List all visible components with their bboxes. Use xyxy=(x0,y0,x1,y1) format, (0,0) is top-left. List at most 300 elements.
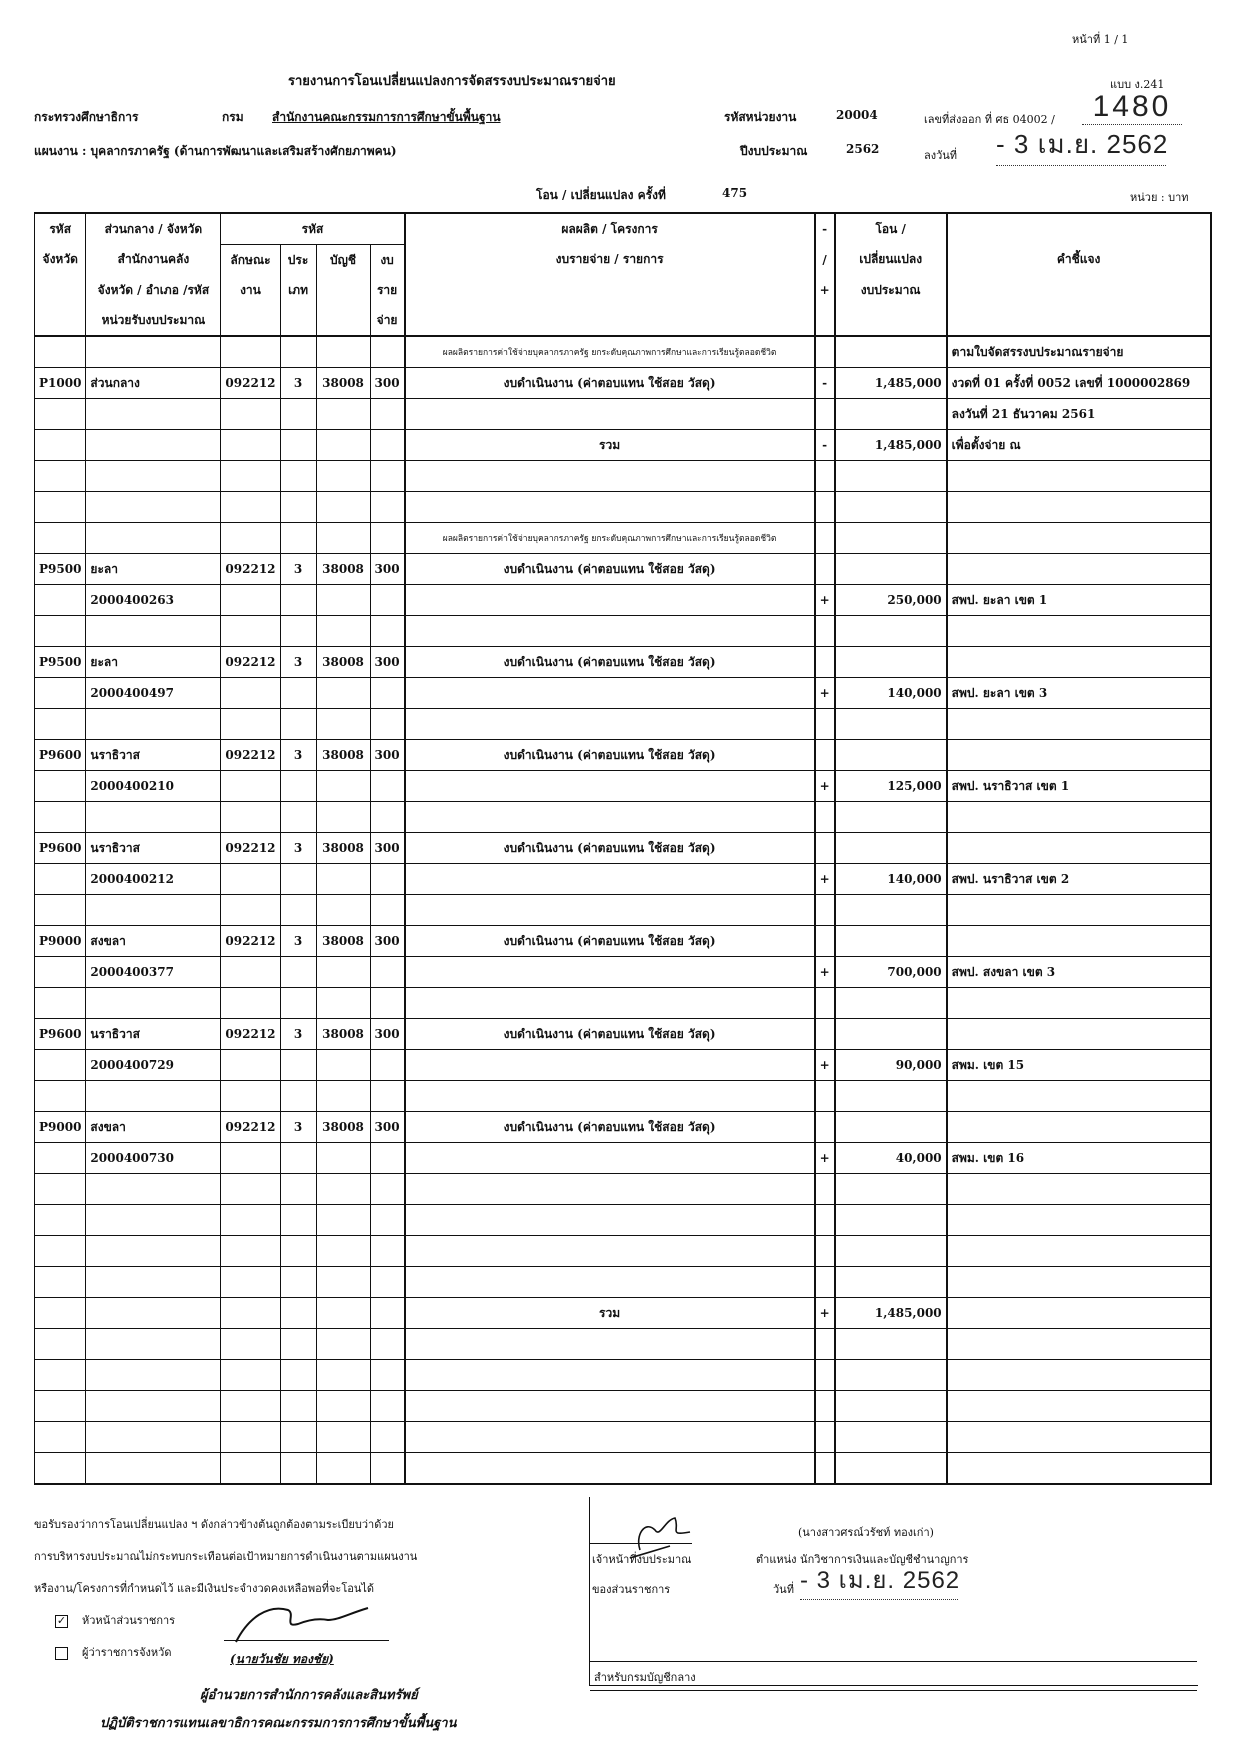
cell-explanation: งวดที่ 01 ครั้งที่ 0052 เลขที่ 1000002869 xyxy=(947,368,1211,399)
cell-work-type xyxy=(221,616,280,647)
cell-category: 3 xyxy=(280,740,316,771)
cell-account xyxy=(316,523,370,554)
cell-category: 3 xyxy=(280,554,316,585)
cell-account xyxy=(316,709,370,740)
cell-expense-budget xyxy=(370,1143,405,1174)
cell-category xyxy=(280,616,316,647)
form-code: แบบ ง.241 xyxy=(1110,78,1165,91)
table-row xyxy=(35,1112,1211,1143)
cell-account: 38008 xyxy=(316,1112,370,1143)
cell-unit: 2000400730 xyxy=(86,1143,221,1174)
cell-unit: นราธิวาส xyxy=(86,1019,221,1050)
checkbox-unchecked-icon[interactable] xyxy=(55,1647,68,1660)
cell-category xyxy=(280,1081,316,1112)
cell-work-type: 092212 xyxy=(221,554,280,585)
cell-province-code xyxy=(35,1329,86,1360)
cell-explanation xyxy=(947,554,1211,585)
table-row xyxy=(35,647,1211,678)
cell-unit: ยะลา xyxy=(86,554,221,585)
outgoing-no-label: เลขที่ส่งออก ที่ ศธ 04002 / xyxy=(924,113,1055,126)
cell-category xyxy=(280,430,316,461)
cell-category xyxy=(280,399,316,430)
cell-unit xyxy=(86,709,221,740)
header-work-type: ลักษณะ xyxy=(221,245,280,276)
cell-explanation: เพื่อตั้งจ่าย ณ xyxy=(947,430,1211,461)
cell-amount xyxy=(835,1081,947,1112)
header-sign-2: / xyxy=(815,245,835,276)
table-row xyxy=(35,1050,1211,1081)
cell-amount: 125,000 xyxy=(835,771,947,802)
cell-unit xyxy=(86,336,221,368)
table-row xyxy=(35,1298,1211,1329)
cell-province-code xyxy=(35,802,86,833)
cell-expense-budget xyxy=(370,399,405,430)
cell-sign xyxy=(815,1422,835,1453)
cell-province-code xyxy=(35,1360,86,1391)
cell-province-code xyxy=(35,1298,86,1329)
cell-amount xyxy=(835,1453,947,1485)
cell-unit xyxy=(86,1329,221,1360)
cell-expense-budget: 300 xyxy=(370,647,405,678)
cell-category xyxy=(280,1267,316,1298)
cell-explanation xyxy=(947,1174,1211,1205)
cell-work-type xyxy=(221,336,280,368)
cell-project: งบดำเนินงาน (ค่าตอบแทน ใช้สอย วัสดุ) xyxy=(405,740,815,771)
cell-account xyxy=(316,1422,370,1453)
cell-unit: ยะลา xyxy=(86,647,221,678)
cell-sign: + xyxy=(815,1050,835,1081)
cell-work-type: 092212 xyxy=(221,926,280,957)
budget-transfer-table xyxy=(34,212,1212,1485)
cell-project xyxy=(405,802,815,833)
cell-amount xyxy=(835,833,947,864)
header-sign: - xyxy=(815,213,835,245)
cell-province-code xyxy=(35,585,86,616)
cell-expense-budget xyxy=(370,1360,405,1391)
cell-explanation: สพป. ยะลา เขต 1 xyxy=(947,585,1211,616)
cell-expense-budget xyxy=(370,895,405,926)
cell-work-type xyxy=(221,771,280,802)
cell-sign xyxy=(815,740,835,771)
cell-sign xyxy=(815,647,835,678)
cell-sign xyxy=(815,895,835,926)
cell-sign xyxy=(815,554,835,585)
cell-explanation xyxy=(947,1360,1211,1391)
header-account: บัญชี xyxy=(316,245,370,276)
cell-unit xyxy=(86,1267,221,1298)
cell-project xyxy=(405,585,815,616)
table-row xyxy=(35,802,1211,833)
cell-unit: 2000400210 xyxy=(86,771,221,802)
cell-account: 38008 xyxy=(316,647,370,678)
header-row-1 xyxy=(35,213,1211,245)
table-row xyxy=(35,523,1211,554)
cell-expense-budget xyxy=(370,1205,405,1236)
cell-unit xyxy=(86,1205,221,1236)
officer-position: ตำแหน่ง นักวิชาการเงินและบัญชีชำนาญการ xyxy=(756,1553,969,1566)
cell-amount xyxy=(835,988,947,1019)
cell-amount xyxy=(835,461,947,492)
header-amount: โอน / xyxy=(835,213,947,245)
cell-province-code xyxy=(35,1422,86,1453)
cell-amount xyxy=(835,740,947,771)
officer-name: (นางสาวศรณ์วรัชท์ ทองเก่า) xyxy=(798,1526,934,1539)
cell-unit: 2000400729 xyxy=(86,1050,221,1081)
cell-project: งบดำเนินงาน (ค่าตอบแทน ใช้สอย วัสดุ) xyxy=(405,368,815,399)
cell-work-type xyxy=(221,1360,280,1391)
cell-province-code xyxy=(35,616,86,647)
table-row xyxy=(35,399,1211,430)
cell-project: รวม xyxy=(405,430,815,461)
cell-unit: สงขลา xyxy=(86,926,221,957)
cell-account xyxy=(316,336,370,368)
officer-date-label: วันที่ xyxy=(773,1583,794,1596)
cell-work-type xyxy=(221,1298,280,1329)
cell-explanation: สพป. นราธิวาส เขต 1 xyxy=(947,771,1211,802)
cell-unit xyxy=(86,492,221,523)
cell-project: งบดำเนินงาน (ค่าตอบแทน ใช้สอย วัสดุ) xyxy=(405,1112,815,1143)
cell-amount: 1,485,000 xyxy=(835,430,947,461)
cell-account xyxy=(316,1391,370,1422)
cell-explanation xyxy=(947,709,1211,740)
cell-project xyxy=(405,771,815,802)
cell-account xyxy=(316,1081,370,1112)
cell-category xyxy=(280,1050,316,1081)
cell-sign xyxy=(815,616,835,647)
cell-province-code xyxy=(35,1391,86,1422)
cell-province-code xyxy=(35,492,86,523)
cell-work-type: 092212 xyxy=(221,833,280,864)
cell-category xyxy=(280,1298,316,1329)
cell-amount xyxy=(835,895,947,926)
cell-project xyxy=(405,1360,815,1391)
table-row xyxy=(35,771,1211,802)
cell-sign xyxy=(815,833,835,864)
cell-expense-budget: 300 xyxy=(370,1112,405,1143)
cell-amount xyxy=(835,1174,947,1205)
unit-label: หน่วย : บาท xyxy=(1130,191,1189,204)
cell-category: 3 xyxy=(280,926,316,957)
cell-work-type xyxy=(221,988,280,1019)
cell-amount xyxy=(835,1236,947,1267)
cell-expense-budget xyxy=(370,1236,405,1267)
cell-sign: - xyxy=(815,430,835,461)
cell-unit xyxy=(86,1360,221,1391)
fiscal-year-label: ปีงบประมาณ xyxy=(740,144,808,158)
cell-province-code: P9000 xyxy=(35,926,86,957)
cell-amount xyxy=(835,1329,947,1360)
cell-expense-budget xyxy=(370,1267,405,1298)
cell-project xyxy=(405,616,815,647)
cell-sign: + xyxy=(815,585,835,616)
cell-work-type xyxy=(221,1329,280,1360)
cell-account xyxy=(316,616,370,647)
cell-explanation xyxy=(947,461,1211,492)
cell-expense-budget: 300 xyxy=(370,740,405,771)
cell-amount xyxy=(835,802,947,833)
cell-province-code: P1000 xyxy=(35,368,86,399)
page-number: หน้าที่ 1 / 1 xyxy=(1072,33,1129,46)
cell-sign xyxy=(815,1174,835,1205)
cell-explanation: สพป. ยะลา เขต 3 xyxy=(947,678,1211,709)
cell-unit xyxy=(86,1391,221,1422)
cell-sign xyxy=(815,1081,835,1112)
cell-category xyxy=(280,1143,316,1174)
cell-account xyxy=(316,864,370,895)
cell-explanation xyxy=(947,1267,1211,1298)
table-row xyxy=(35,554,1211,585)
cell-province-code xyxy=(35,461,86,492)
option-head-of-agency[interactable] xyxy=(55,1611,175,1629)
cell-category xyxy=(280,1391,316,1422)
cell-category xyxy=(280,1329,316,1360)
cell-province-code xyxy=(35,1267,86,1298)
cell-project: ผลผลิตรายการค่าใช้จ่ายบุคลากรภาครัฐ ยกระดับคุณภาพการศึกษาและการเรียนรู้ตลอดชีวิต xyxy=(405,336,815,368)
cell-province-code xyxy=(35,1081,86,1112)
cell-project xyxy=(405,492,815,523)
transfer-number: 475 xyxy=(722,186,748,200)
cell-explanation: สพม. เขต 16 xyxy=(947,1143,1211,1174)
cell-explanation: สพป. สงขลา เขต 3 xyxy=(947,957,1211,988)
cell-category xyxy=(280,1174,316,1205)
cell-sign xyxy=(815,802,835,833)
certification-line-1: ขอรับรองว่าการโอนเปลี่ยนแปลง ฯ ดังกล่าวข้างต้นถูกต้องตามระเบียบว่าด้วย xyxy=(34,1518,394,1531)
table-row xyxy=(35,430,1211,461)
table-row xyxy=(35,988,1211,1019)
cell-amount xyxy=(835,1019,947,1050)
cell-project xyxy=(405,1453,815,1485)
table-row xyxy=(35,926,1211,957)
cell-unit xyxy=(86,523,221,554)
cell-category xyxy=(280,771,316,802)
header-explanation: คำชี้แจง xyxy=(947,245,1211,276)
cell-sign: + xyxy=(815,771,835,802)
cell-unit: 2000400497 xyxy=(86,678,221,709)
cell-unit xyxy=(86,399,221,430)
cell-unit: สงขลา xyxy=(86,1112,221,1143)
cell-unit xyxy=(86,895,221,926)
cell-sign xyxy=(815,492,835,523)
checkbox-checked-icon[interactable]: ✓ xyxy=(56,1613,67,1627)
cell-unit: นราธิวาส xyxy=(86,740,221,771)
cell-project: ผลผลิตรายการค่าใช้จ่ายบุคลากรภาครัฐ ยกระดับคุณภาพการศึกษาและการเรียนรู้ตลอดชีวิต xyxy=(405,523,815,554)
cell-work-type xyxy=(221,895,280,926)
cell-explanation xyxy=(947,1453,1211,1485)
cell-category xyxy=(280,461,316,492)
cell-amount xyxy=(835,1205,947,1236)
header-unit-2: สำนักงานคลัง xyxy=(86,245,221,276)
header-expense-budget-2: ราย xyxy=(370,275,405,305)
cell-unit xyxy=(86,461,221,492)
cell-amount: 1,485,000 xyxy=(835,1298,947,1329)
cell-explanation xyxy=(947,988,1211,1019)
cell-account xyxy=(316,802,370,833)
option-governor[interactable] xyxy=(55,1643,171,1661)
table-row xyxy=(35,1081,1211,1112)
cell-sign xyxy=(815,988,835,1019)
cell-province-code xyxy=(35,771,86,802)
cell-explanation xyxy=(947,833,1211,864)
table-row xyxy=(35,957,1211,988)
table-row xyxy=(35,1267,1211,1298)
cell-explanation xyxy=(947,1112,1211,1143)
cell-category: 3 xyxy=(280,368,316,399)
cell-expense-budget: 300 xyxy=(370,368,405,399)
cell-work-type xyxy=(221,1143,280,1174)
cell-project xyxy=(405,1267,815,1298)
cell-category xyxy=(280,1236,316,1267)
certification-line-2: การบริหารงบประมาณไม่กระทบกระเทือนต่อเป้าหมายการดำเนินงานตามแผนงาน xyxy=(34,1550,418,1563)
header-unit-3: จังหวัด / อำเภอ /รหัส xyxy=(86,275,221,305)
cell-project xyxy=(405,709,815,740)
cell-sign xyxy=(815,336,835,368)
cell-sign: + xyxy=(815,957,835,988)
cell-work-type xyxy=(221,492,280,523)
cell-project xyxy=(405,1205,815,1236)
header-project-2: งบรายจ่าย / รายการ xyxy=(405,245,815,276)
cell-expense-budget xyxy=(370,1050,405,1081)
cell-project xyxy=(405,957,815,988)
table-row xyxy=(35,833,1211,864)
cell-province-code: P9600 xyxy=(35,1019,86,1050)
cell-sign: + xyxy=(815,678,835,709)
cell-explanation: ตามใบจัดสรรงบประมาณรายจ่าย xyxy=(947,336,1211,368)
cell-project xyxy=(405,399,815,430)
cell-unit xyxy=(86,1453,221,1485)
officer-role-2: ของส่วนราชการ xyxy=(592,1583,671,1596)
cell-province-code: P9500 xyxy=(35,554,86,585)
cell-account xyxy=(316,461,370,492)
cell-unit: 2000400212 xyxy=(86,864,221,895)
cell-expense-budget xyxy=(370,616,405,647)
cell-project: รวม xyxy=(405,1298,815,1329)
cell-explanation xyxy=(947,802,1211,833)
header-sign-3: + xyxy=(815,275,835,305)
cell-work-type xyxy=(221,430,280,461)
cell-project xyxy=(405,1391,815,1422)
cell-work-type xyxy=(221,1174,280,1205)
cell-amount xyxy=(835,336,947,368)
option-governor-label: ผู้ว่าราชการจังหวัด xyxy=(82,1646,172,1659)
cell-expense-budget xyxy=(370,1298,405,1329)
cell-category xyxy=(280,336,316,368)
comptroller-bottom-line xyxy=(590,1690,1197,1691)
table-row xyxy=(35,1205,1211,1236)
cell-expense-budget xyxy=(370,1422,405,1453)
cell-explanation xyxy=(947,1391,1211,1422)
cell-work-type xyxy=(221,678,280,709)
table-row xyxy=(35,1360,1211,1391)
cell-work-type xyxy=(221,1422,280,1453)
cell-project xyxy=(405,895,815,926)
cell-category xyxy=(280,1205,316,1236)
cell-sign: + xyxy=(815,1143,835,1174)
officer-date-stamp: - 3 เม.ย. 2562 xyxy=(800,1560,958,1600)
table-row xyxy=(35,1236,1211,1267)
cell-account: 38008 xyxy=(316,368,370,399)
cell-work-type xyxy=(221,1391,280,1422)
transfer-label: โอน / เปลี่ยนแปลง ครั้งที่ xyxy=(536,188,666,202)
cell-project: งบดำเนินงาน (ค่าตอบแทน ใช้สอย วัสดุ) xyxy=(405,926,815,957)
cell-unit: นราธิวาส xyxy=(86,833,221,864)
cell-work-type xyxy=(221,1453,280,1485)
cell-project xyxy=(405,1050,815,1081)
comptroller-divider xyxy=(590,1661,1197,1662)
cell-project xyxy=(405,1174,815,1205)
cell-expense-budget xyxy=(370,523,405,554)
cell-unit xyxy=(86,1081,221,1112)
header-row-4 xyxy=(35,305,1211,336)
cell-explanation xyxy=(947,1329,1211,1360)
cell-account xyxy=(316,1329,370,1360)
cell-account xyxy=(316,1236,370,1267)
cell-expense-budget: 300 xyxy=(370,1019,405,1050)
header-category-2: เภท xyxy=(280,275,316,305)
cell-sign xyxy=(815,461,835,492)
cell-project: งบดำเนินงาน (ค่าตอบแทน ใช้สอย วัสดุ) xyxy=(405,554,815,585)
header-project: ผลผลิต / โครงการ xyxy=(405,213,815,245)
header-province-code: รหัส xyxy=(35,213,86,245)
table-row xyxy=(35,678,1211,709)
cell-amount: 1,485,000 xyxy=(835,368,947,399)
cell-work-type: 092212 xyxy=(221,740,280,771)
cell-account xyxy=(316,430,370,461)
cell-project: งบดำเนินงาน (ค่าตอบแทน ใช้สอย วัสดุ) xyxy=(405,1019,815,1050)
signer-title-1: ผู้อำนวยการสำนักการคลังและสินทรัพย์ xyxy=(200,1688,418,1703)
cell-sign xyxy=(815,1360,835,1391)
cell-province-code: P9000 xyxy=(35,1112,86,1143)
cell-province-code xyxy=(35,1143,86,1174)
table-row xyxy=(35,895,1211,926)
cell-amount xyxy=(835,616,947,647)
cell-explanation xyxy=(947,1205,1211,1236)
cell-work-type xyxy=(221,709,280,740)
cell-work-type xyxy=(221,1205,280,1236)
cell-amount xyxy=(835,1360,947,1391)
signer-title-2: ปฏิบัติราชการแทนเลขาธิการคณะกรรมการการศึกษาขั้นพื้นฐาน xyxy=(100,1716,457,1731)
cell-unit: ส่วนกลาง xyxy=(86,368,221,399)
cell-explanation xyxy=(947,1422,1211,1453)
table-row xyxy=(35,1143,1211,1174)
table-row xyxy=(35,368,1211,399)
certification-line-3: หรืองาน/โครงการที่กำหนดไว้ และมีเงินประจำงวดคงเหลือพอที่จะโอนได้ xyxy=(34,1582,375,1595)
cell-expense-budget: 300 xyxy=(370,833,405,864)
cell-amount xyxy=(835,399,947,430)
cell-province-code xyxy=(35,895,86,926)
cell-sign xyxy=(815,709,835,740)
cell-sign xyxy=(815,1453,835,1485)
cell-account xyxy=(316,1174,370,1205)
cell-work-type xyxy=(221,1050,280,1081)
cell-category: 3 xyxy=(280,1112,316,1143)
cell-project xyxy=(405,988,815,1019)
cell-amount xyxy=(835,554,947,585)
cell-amount xyxy=(835,1267,947,1298)
cell-expense-budget xyxy=(370,1174,405,1205)
cell-account xyxy=(316,1298,370,1329)
cell-amount xyxy=(835,1391,947,1422)
cell-category xyxy=(280,864,316,895)
cell-category xyxy=(280,1422,316,1453)
officer-role-1: เจ้าหน้าที่งบประมาณ xyxy=(592,1553,692,1566)
cell-work-type xyxy=(221,802,280,833)
signer-name: (นายวันชัย ทองชัย) xyxy=(230,1652,334,1666)
cell-sign: + xyxy=(815,1298,835,1329)
cell-amount: 140,000 xyxy=(835,864,947,895)
header-code-group: รหัส xyxy=(221,213,405,245)
cell-work-type xyxy=(221,1236,280,1267)
cell-expense-budget xyxy=(370,585,405,616)
